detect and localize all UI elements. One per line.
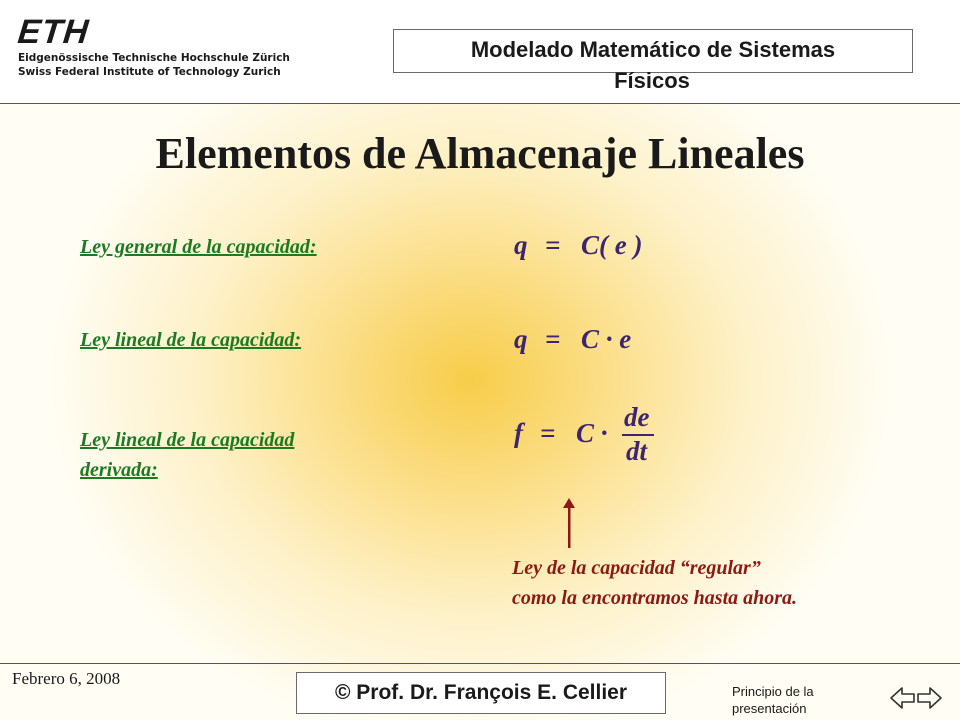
eq2-equals: =: [545, 324, 561, 354]
copyright-box: [296, 672, 666, 714]
regular-capacity-note: [512, 553, 797, 613]
eq2-rhs: C · e: [581, 324, 632, 354]
eq1-equals: =: [545, 230, 561, 260]
eq3-equals: =: [540, 418, 556, 448]
up-arrow-icon: [563, 498, 575, 548]
law-derived-label-line1: Ley lineal de la capacidad: [80, 429, 295, 451]
law-derived-label-line2: derivada:: [80, 459, 158, 481]
note-line2: como la encontramos hasta ahora.: [512, 587, 798, 609]
note-line1: Ley de la capacidad “regular”: [512, 557, 761, 579]
eth-logo-line1: Eidgenössische Technische Hochschule Zürich: [18, 52, 290, 64]
eq3-lhs: f: [514, 418, 523, 448]
law-linear-label: Ley lineal de la capacidad:: [80, 329, 302, 351]
start-of-presentation-link[interactable]: [732, 683, 814, 717]
footer-date: Febrero 6, 2008: [12, 669, 121, 688]
previous-slide-arrow-icon[interactable]: [890, 686, 916, 710]
copyright-text: © Prof. Dr. François E. Cellier: [334, 681, 628, 704]
law-general-label: Ley general de la capacidad:: [80, 236, 317, 258]
slide-title: Elementos de Almacenaje Lineales: [155, 129, 805, 178]
eq1-lhs: q: [514, 230, 528, 260]
eq3-denominator: dt: [626, 436, 648, 466]
eth-logo-line2: Swiss Federal Institute of Technology Zurich: [18, 66, 281, 78]
next-slide-arrow-icon[interactable]: [916, 686, 942, 710]
eq2-lhs: q: [514, 324, 528, 354]
eq3-numerator: de: [624, 402, 650, 432]
law-derived-label: [80, 425, 294, 485]
eth-logo-mark: ETH: [16, 13, 91, 51]
header-divider: [0, 103, 960, 104]
eth-logo: [18, 15, 290, 79]
footer-divider: [0, 663, 960, 664]
start-link-line1: Principio de la: [732, 684, 814, 699]
eq1-rhs: C( e ): [581, 230, 643, 260]
start-link-line2: presentación: [732, 701, 807, 716]
course-title: Modelado Matemático de Sistemas: [470, 37, 836, 62]
course-title-line2: Físicos: [614, 68, 690, 93]
eq3-rhs: C ·: [576, 418, 608, 448]
course-title-box: [393, 29, 913, 73]
